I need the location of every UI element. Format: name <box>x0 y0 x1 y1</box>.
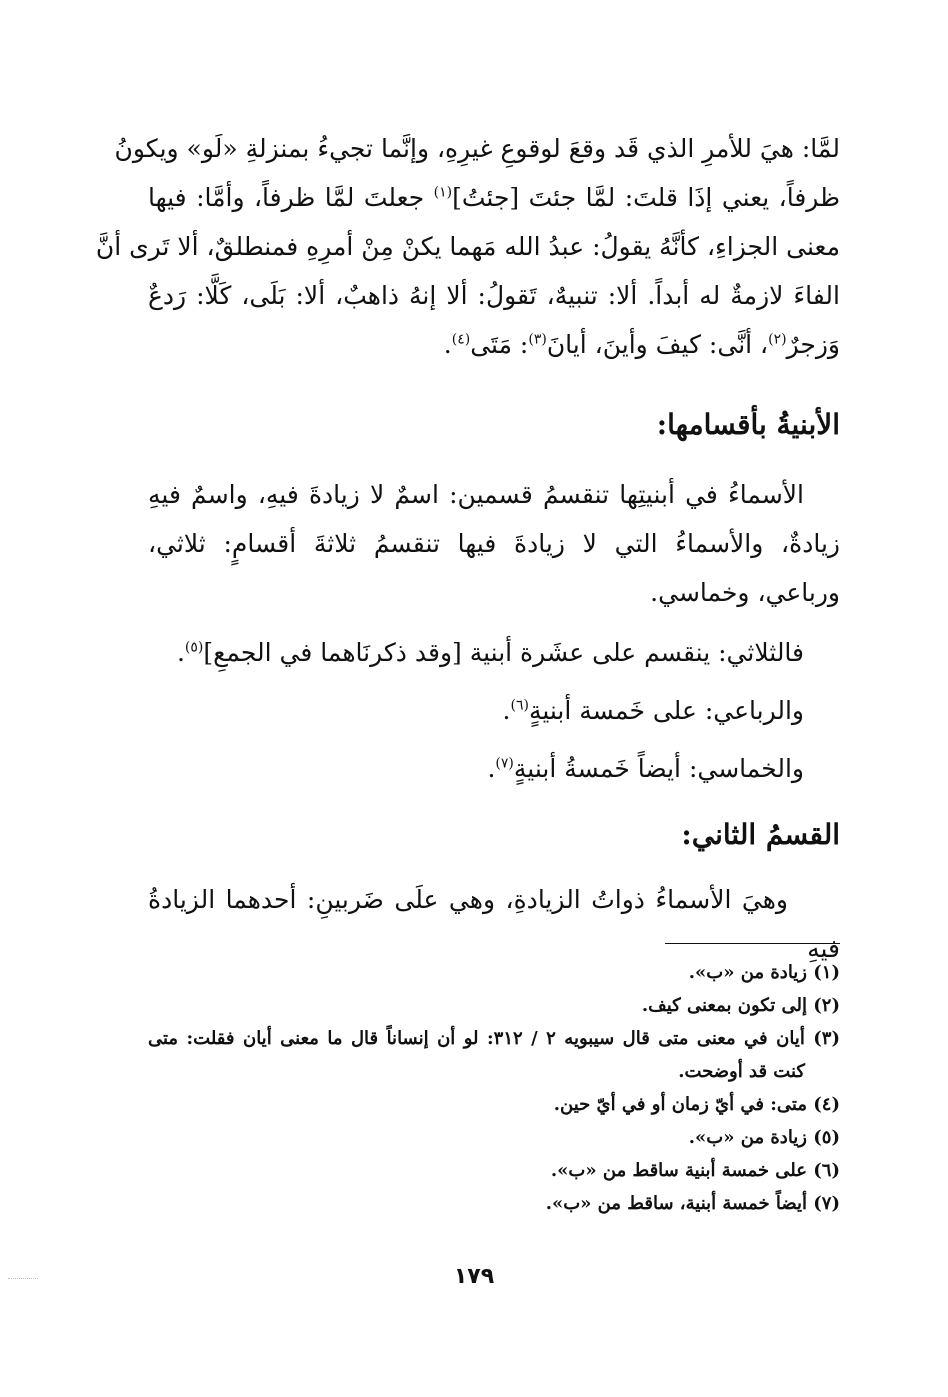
intro-line <box>148 173 840 222</box>
section-heading <box>148 818 840 851</box>
list-item <box>148 744 804 793</box>
footnote: (٦) على خمسة أبنية ساقط من «ب». <box>550 1160 840 1181</box>
intro-paragraph <box>95 124 840 369</box>
footnotes <box>148 956 840 1220</box>
paragraph-text: وهيَ الأسماءُ ذواتُ الزيادةِ، وهي علَى ضَربينِ: أحدهما الزيادةُ فيهِ <box>148 885 840 963</box>
intro-line-text: وَزجرٌ <box>786 330 840 359</box>
section-title: الأبنيةُ بأقسامها: <box>656 408 840 441</box>
intro-line-text: الفاءَ لازمةٌ له أبداً. ألا: تنبيهٌ، تَقولُ: ألا إنهُ ذاهبٌ، ألا: بَلَى، كَلَّا: رَدعٌ <box>148 281 840 310</box>
footnote: (٤) متى: في أيّ زمان أو في أيّ حين. <box>553 1094 840 1115</box>
intro-line <box>95 222 840 271</box>
section-heading <box>148 408 840 441</box>
footnote-marker[interactable]: (٣) <box>528 331 547 348</box>
word-patterns-list <box>148 628 804 793</box>
section-paragraph <box>148 470 840 617</box>
footnote: (٢) إلى تكون بمعنى كيف. <box>641 995 840 1016</box>
footnote: (٣) أيان في معنى متى قال سيبويه ٢ / ٣١٢: لو أن إنساناً قال ما معنى أيان فقلت: متى <box>148 1028 840 1049</box>
list-item <box>148 686 804 735</box>
list-item <box>148 628 804 677</box>
punctuation: . <box>487 754 496 783</box>
intro-line-text: لمَّا: هيَ للأمرِ الذي قَد وقعَ لوقوعِ غيرِهِ، وإنَّما تجيءُ بمنزلةِ «لَو» ويكونُ <box>114 134 840 163</box>
intro-line-text: معنى الجزاءِ، كأنَّهُ يقولُ: عبدُ الله مَهما يكنْ مِنْ أمرِهِ فمنطلقٌ، ألا تَرى أنَّ <box>95 232 840 261</box>
list-item-text: فالثلاثي: ينقسم على عشَرة أبنية [وقد ذكرنَاهما في الجمعِ] <box>203 638 804 667</box>
footnote-marker[interactable]: (٧) <box>495 755 514 772</box>
footnote-separator <box>665 943 840 944</box>
footnote-marker[interactable]: (٦) <box>510 697 529 714</box>
intro-line-text: ، أنَّى: كيفَ وأينَ، أيانَ <box>546 330 769 359</box>
paragraph-text: الأسماءُ في أبنيتِها تنقسمُ قسمين: اسمٌ لا زيادةَ فيهِ، واسمٌ فيهِ زيادةٌ، والأسماءُ التي لا زيادةَ فيها تنقسمُ ثلاثةَ أقسامٍ: ثلاثي، ورباعي، وخماسي. <box>148 480 840 607</box>
page-number: ١٧٩ <box>453 1264 495 1289</box>
intro-line-text: ظرفاً، يعني إذَا قلتَ: لمَّا جئتَ [جئتُ] <box>452 183 840 212</box>
intro-line <box>114 124 840 173</box>
footnote-marker[interactable]: (١) <box>433 184 453 201</box>
section-title: القسمُ الثاني: <box>681 818 840 851</box>
intro-line <box>148 320 840 369</box>
punctuation: . <box>502 696 511 725</box>
scan-artifact <box>8 1278 38 1280</box>
intro-line <box>148 271 840 320</box>
footnote-marker[interactable]: (٢) <box>768 331 787 348</box>
footnote: (٥) زيادة من «ب». <box>688 1127 840 1148</box>
intro-line-text: : مَتَى <box>470 330 529 359</box>
footnote-marker[interactable]: (٤) <box>451 331 471 348</box>
footnote-continuation: كنت قد أوضحت. <box>678 1061 805 1082</box>
footnote: (١) زيادة من «ب». <box>688 962 840 983</box>
intro-line-text: جعلتَ لمَّا ظرفاً، وأمَّا: فيها <box>148 183 434 212</box>
list-item-text: والخماسي: أيضاً خَمسةُ أبنيةٍ <box>513 754 804 783</box>
list-item-text: والرباعي: على خَمسة أبنيةٍ <box>528 696 804 725</box>
punctuation: . <box>443 330 452 359</box>
punctuation: . <box>176 638 185 667</box>
footnote: (٧) أيضاً خمسة أبنية، ساقط من «ب». <box>545 1193 840 1214</box>
footnote-marker[interactable]: (٥) <box>184 639 204 656</box>
